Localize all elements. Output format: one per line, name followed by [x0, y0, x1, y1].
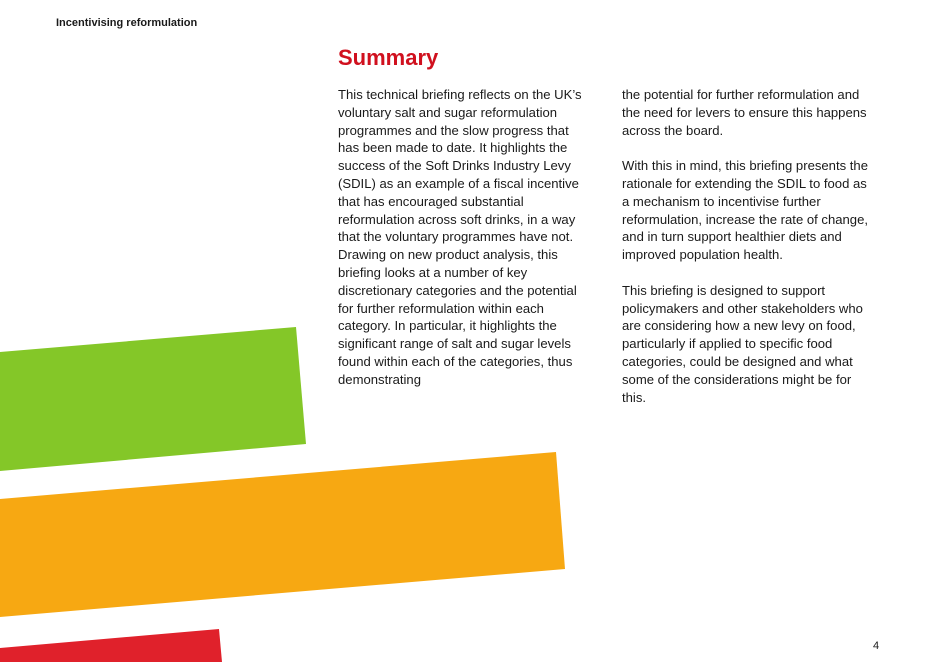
- summary-column-right: [622, 86, 874, 424]
- summary-paragraph-2: With this in mind, this briefing presents the rationale for extending the SDIL to food as a mechanism to incentivise further reformulation, increase the rate of change, and in turn support healthier diets and improved population health.: [622, 158, 869, 263]
- orange-band: [0, 452, 565, 617]
- summary-paragraph-3: This briefing is designed to support policymakers and other stakeholders who are considering how a new levy on food, particularly if applied to specific food categories, could be designed and what some of the considerations might be for this.: [622, 282, 863, 405]
- running-header: Incentivising reformulation: [56, 17, 198, 29]
- summary-paragraph-1-part-2: the potential for further reformulation and the need for levers to ensure this happens across the board.: [622, 87, 867, 138]
- summary-paragraph-1-part-1: This technical briefing reflects on the UK’s voluntary salt and sugar reformulation programmes and the slow progress that has been made to date. It highlights the success of the Soft Drinks Industry Levy (SDIL) as an example of a fiscal incentive that has encouraged substantial reformulation across soft drinks, in a way that the voluntary programmes have not. Drawing on new product analysis, this briefing looks at a number of key discretionary categories and the potential for further reformulation within each category. In particular, it highlights the significant range of salt and sugar levels found within each of the categories, thus demonstrating: [338, 87, 582, 387]
- summary-column-left: [338, 86, 590, 406]
- page-number: 4: [873, 640, 880, 652]
- red-band: [0, 629, 222, 662]
- green-band: [0, 327, 306, 471]
- summary-heading: Summary: [338, 45, 439, 70]
